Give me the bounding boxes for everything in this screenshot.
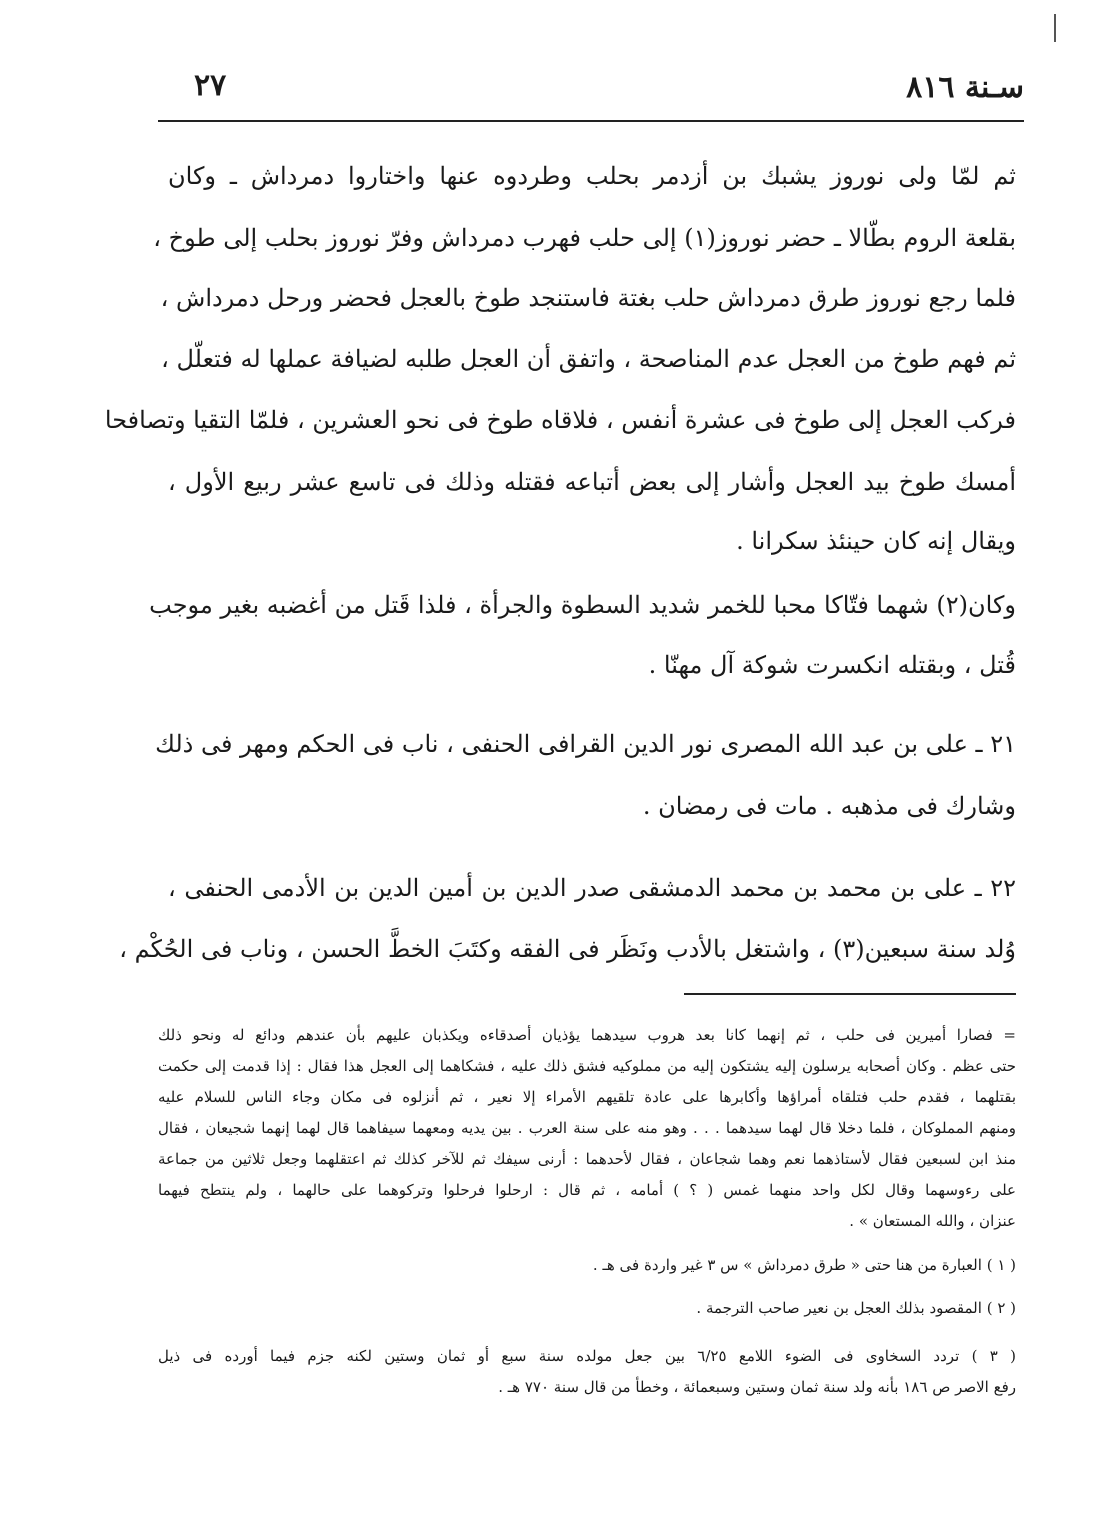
body-line: فلما رجع نوروز طرق دمرداش حلب بغتة فاستنجد طوخ بالعجل فحضر ورحل دمرداش ، xyxy=(160,284,1016,312)
footnote-line: على رءوسهما وقال لكل واحد منهما غمس ( ؟ ) أمامه ، ثم قال : ارحلوا فرحلوا وتركوهما على حالهما ، ولم ينتطح فيهما xyxy=(158,1181,1016,1199)
page-number: ٢٧ xyxy=(194,68,227,103)
footnote-3: ( ٣ ) تردد السخاوى فى الضوء اللامع ٦/٢٥ بين جعل مولده سنة سبع أو ثمان وستين لكنه جزم فيما أورده فى ذيل xyxy=(158,1347,1017,1365)
footnote-line: = فصارا أميرين فى حلب ، ثم إنهما كانا بعد هروب سيدهما يؤذيان أصدقاءه ويكذبان عليهم بأن عندهم ودائع له ونحو ذلك xyxy=(158,1026,1016,1044)
entry-21-line: ٢١ ـ على بن عبد الله المصرى نور الدين القرافى الحنفى ، ناب فى الحكم ومهر فى ذلك xyxy=(155,730,1016,758)
footnote-rule xyxy=(684,993,1016,995)
running-head-year: سـنة ٨١٦ xyxy=(906,70,1024,105)
entry-22-line: ٢٢ ـ على بن محمد بن محمد الدمشقى صدر الدين بن أمين الدين بن الأدمى الحنفى ، xyxy=(168,874,1016,902)
body-line: فركب العجل إلى طوخ فى عشرة أنفس ، فلاقاه طوخ فى نحو العشرين ، فلمّا التقيا وتصافحا xyxy=(104,406,1016,434)
footnote-3: رفع الاصر ص ١٨٦ بأنه ولد سنة ثمان وستين وسبعمائة ، وخطأ من قال سنة ٧٧٠ هـ . xyxy=(498,1378,1016,1396)
body-line: ثم لمّا ولى نوروز يشبك بن أزدمر بحلب وطردوه عنها واختاروا دمرداش ـ وكان xyxy=(168,162,1016,190)
footnote-line: منذ ابن لسبعين فقال لأستاذهما نعم وهما شجاعان ، فقال لأحدهما : أرنى سيفك ثم للآخر كذلك ثم اعتقلهما وجعل ثلاثين من جماعة xyxy=(158,1150,1016,1168)
body-line: بقلعة الروم بطّالا ـ حضر نوروز(١) إلى حلب فهرب دمرداش وفرّ نوروز بحلب إلى طوخ ، xyxy=(153,224,1016,252)
footnote-line: حتى عظم . وكان أصحابه يرسلون إليه يشتكون إليه من مملوكيه فشق ذلك عليه ، فشكاهما إلى العجل هذا فقال : إذا قدمت إلى حكمت xyxy=(158,1057,1016,1075)
margin-mark xyxy=(1054,14,1056,42)
header-rule xyxy=(158,120,1024,122)
footnote-2: ( ٢ ) المقصود بذلك العجل بن نعير صاحب الترجمة . xyxy=(696,1299,1016,1317)
footnote-line: بقتلهما ، فقدم حلب فتلقاه أمراؤها وأكابرها على عادة تلقيهم الأمراء إلا نعير ، ثم أنزلوه فى مكان وجاء الناس للسلام عليه xyxy=(158,1088,1016,1106)
entry-22-line: وُلد سنة سبعين(٣) ، واشتغل بالأدب ونَظَر فى الفقه وكتَبَ الخطَّ الحسن ، وناب فى الحُكْم ، xyxy=(119,935,1016,963)
body-line: ويقال إنه كان حينئذ سكرانا . xyxy=(736,527,1016,555)
body-line: قُتل ، وبقتله انكسرت شوكة آل مهنّا . xyxy=(648,651,1016,679)
body-line: وكان(٢) شهما فتّاكا محبا للخمر شديد السطوة والجرأة ، فلذا قَتل من أغضبه بغير موجب xyxy=(149,591,1016,619)
body-line: ثم فهم طوخ من العجل عدم المناصحة ، واتفق أن العجل طلبه لضيافة عملها له فتعلّل ، xyxy=(161,345,1016,373)
footnote-line: ومنهم المملوكان ، فلما دخلا قال لهما سيدهما . . . وهو منه على سنة العرب . بين يديه ومعهما سيفاهما قال لهما إنهما شجيعان ، فقال xyxy=(158,1119,1016,1137)
body-line: أمسك طوخ بيد العجل وأشار إلى بعض أتباعه فقتله وذلك فى تاسع عشر ربيع الأول ، xyxy=(168,468,1016,496)
entry-21-line: وشارك فى مذهبه . مات فى رمضان . xyxy=(642,792,1016,820)
footnote-line: عنزان ، والله المستعان » . xyxy=(849,1212,1016,1230)
footnote-1: ( ١ ) العبارة من هنا حتى « طرق دمرداش » س ٣ غير واردة فى هـ . xyxy=(592,1256,1016,1274)
